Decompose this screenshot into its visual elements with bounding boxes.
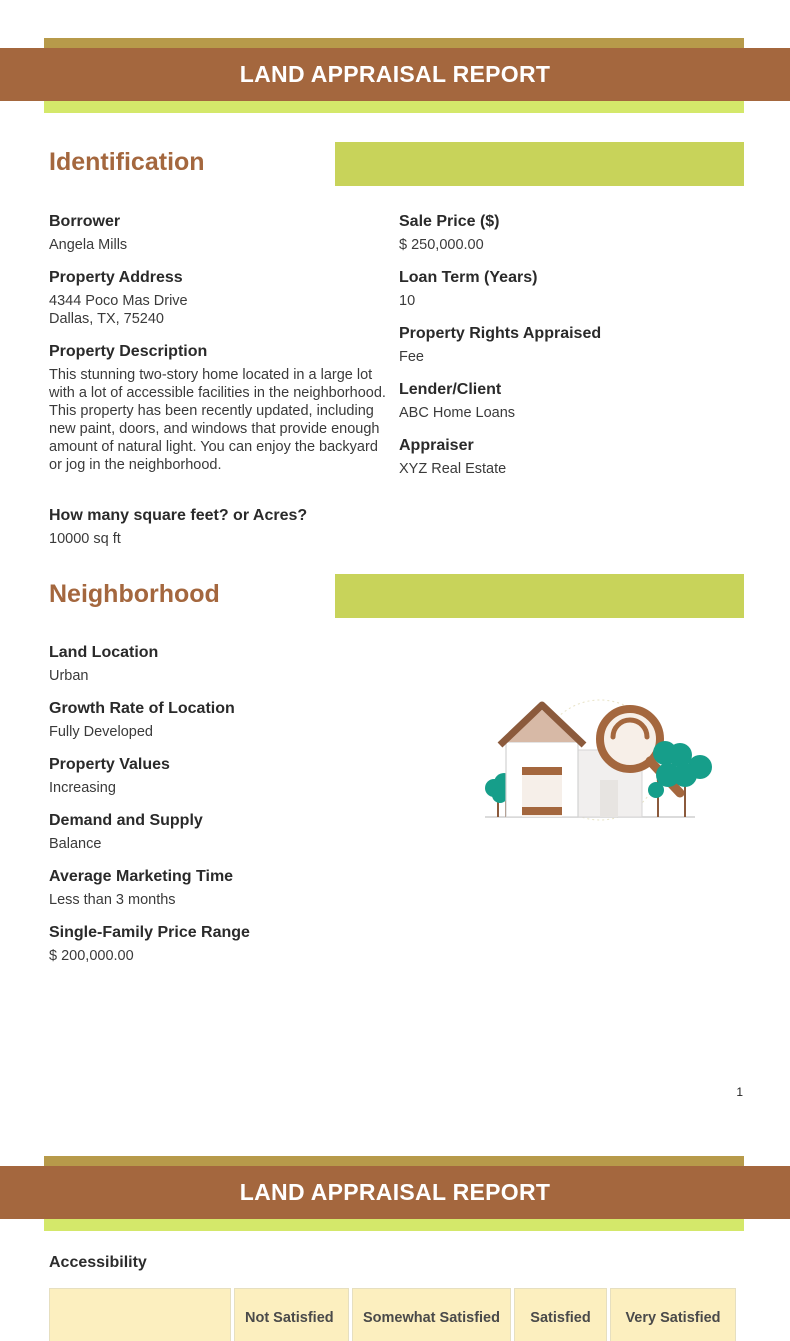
- sale-price-value: $ 250,000.00: [399, 237, 484, 253]
- price-range-field: [49, 923, 250, 965]
- house-magnifier-illustration: [480, 695, 720, 825]
- borrower-label: Borrower: [49, 213, 121, 230]
- property-address-value: [49, 292, 188, 328]
- growth-rate-label: Growth Rate of Location: [49, 700, 235, 717]
- demand-supply-value: Balance: [49, 836, 102, 852]
- property-description-label: Property Description: [49, 343, 208, 360]
- property-description-field: [49, 342, 394, 474]
- page-number: 1: [736, 1085, 743, 1099]
- sale-price-field: [399, 212, 500, 254]
- property-rights-field: [399, 324, 601, 366]
- banner-bottom-stripe: [44, 101, 744, 113]
- property-address-label: Property Address: [49, 269, 183, 286]
- banner-main-stripe: [0, 1166, 790, 1219]
- table-header-cell-blank: [49, 1288, 231, 1341]
- price-range-value: $ 200,000.00: [49, 948, 134, 964]
- accessibility-heading: Accessibility: [49, 1254, 147, 1271]
- appraiser-label: Appraiser: [399, 437, 474, 454]
- lender-field: [399, 380, 515, 422]
- table-header-very-satisfied: Very Satisfied: [610, 1288, 736, 1341]
- table-header-not-satisfied: Not Satisfied: [234, 1288, 349, 1341]
- sale-price-label: Sale Price ($): [399, 213, 500, 230]
- address-line-2: Dallas, TX, 75240: [49, 311, 164, 327]
- growth-rate-field: [49, 699, 235, 741]
- square-feet-field: [49, 506, 307, 548]
- appraiser-value: XYZ Real Estate: [399, 461, 507, 477]
- marketing-time-value: Less than 3 months: [49, 892, 176, 908]
- marketing-time-field: [49, 867, 233, 909]
- loan-term-field: [399, 268, 537, 310]
- property-values-label: Property Values: [49, 756, 170, 773]
- price-range-label: Single-Family Price Range: [49, 924, 250, 941]
- identification-accent-bar: [335, 142, 744, 186]
- page1-banner: [0, 38, 790, 113]
- square-feet-label: How many square feet? or Acres?: [49, 507, 308, 524]
- report-title: LAND APPRAISAL REPORT: [239, 61, 551, 87]
- land-location-value: Urban: [49, 668, 89, 684]
- property-rights-value: Fee: [399, 349, 424, 365]
- report-title: LAND APPRAISAL REPORT: [239, 1179, 551, 1205]
- neighborhood-accent-bar: [335, 574, 744, 618]
- banner-main-stripe: [0, 48, 790, 101]
- demand-supply-field: [49, 811, 203, 853]
- house-magnifier-icon: [480, 695, 720, 825]
- lender-value: ABC Home Loans: [399, 405, 516, 421]
- accessibility-table-header: [49, 1288, 739, 1341]
- demand-supply-label: Demand and Supply: [49, 812, 203, 829]
- square-feet-value: 10000 sq ft: [49, 531, 121, 547]
- borrower-field: [49, 212, 127, 254]
- property-rights-label: Property Rights Appraised: [399, 325, 602, 342]
- appraiser-field: [399, 436, 506, 478]
- banner-bottom-stripe: [44, 1219, 744, 1231]
- neighborhood-heading: Neighborhood: [49, 580, 220, 608]
- loan-term-value: 10: [399, 293, 416, 309]
- table-header-satisfied: Satisfied: [514, 1288, 607, 1341]
- property-values-field: [49, 755, 170, 797]
- property-address-field: [49, 268, 188, 328]
- loan-term-label: Loan Term (Years): [399, 269, 538, 286]
- borrower-value: Angela Mills: [49, 237, 128, 253]
- address-line-1: 4344 Poco Mas Drive: [49, 293, 188, 309]
- identification-heading: Identification: [49, 148, 205, 176]
- table-header-somewhat-satisfied: Somewhat Satisfied: [352, 1288, 511, 1341]
- land-location-label: Land Location: [49, 644, 159, 661]
- lender-label: Lender/Client: [399, 381, 502, 398]
- property-values-value: Increasing: [49, 780, 116, 796]
- land-location-field: [49, 643, 158, 685]
- page2-banner: [0, 1156, 790, 1231]
- growth-rate-value: Fully Developed: [49, 724, 153, 740]
- property-description-value: This stunning two-story home located in a large lot with a lot of accessible facilities in the neighborhood. This property has been recently updated, including new paint, doors, and windows that provide enough amount of natural light. You can enjoy the backyard or jog in the neighborhood.: [49, 367, 386, 473]
- marketing-time-label: Average Marketing Time: [49, 868, 234, 885]
